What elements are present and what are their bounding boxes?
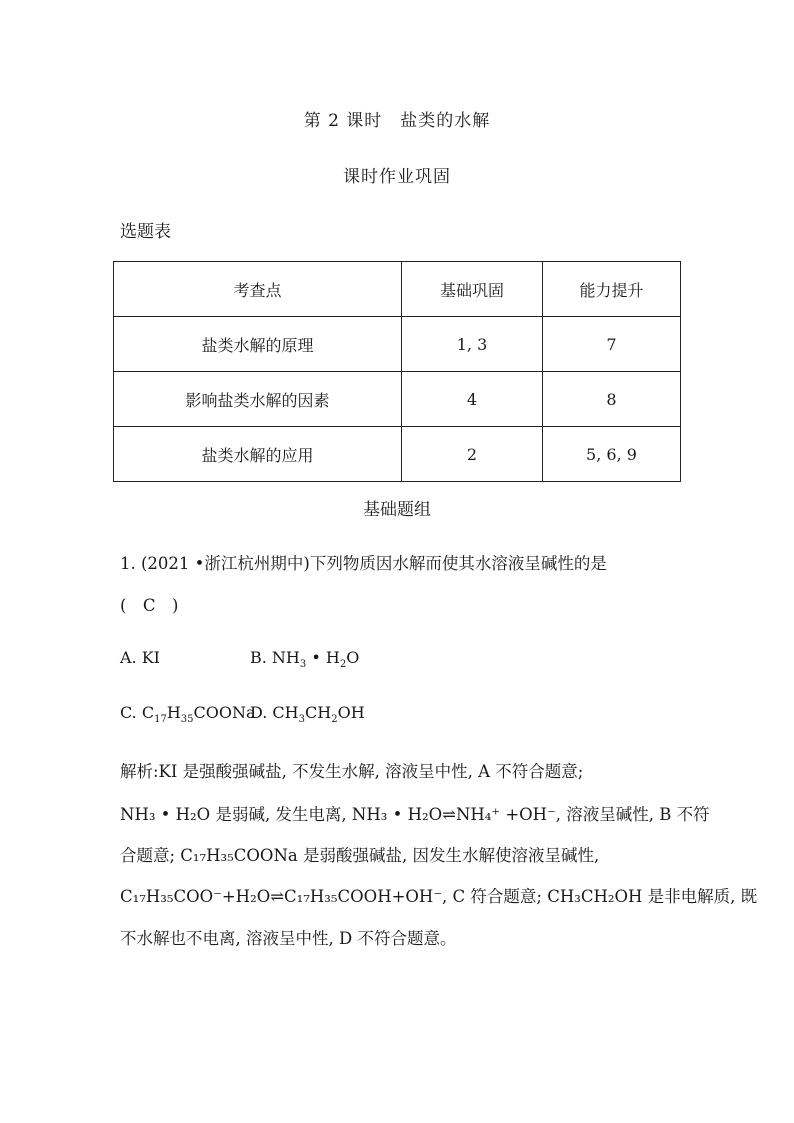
option-c-part: COONa xyxy=(193,703,256,722)
table-cell: 盐类水解的应用 xyxy=(114,427,402,482)
table-header-cell: 基础巩固 xyxy=(402,262,543,317)
analysis-line: 解析:KI 是强酸强碱盐, 不发生水解, 溶液呈中性, A 不符合题意; xyxy=(120,762,584,781)
option-c-sub: 17 xyxy=(154,714,167,726)
question-stem: 1. (2021 •浙江杭州期中)下列物质因水解而使其水溶液呈碱性的是 xyxy=(120,554,607,573)
option-b-part: B. NH xyxy=(250,648,300,667)
table-cell: 4 xyxy=(402,372,543,427)
answer-bracket: ( C ) xyxy=(120,596,179,615)
table-row xyxy=(114,317,681,372)
table-row xyxy=(114,427,681,482)
analysis-line: C₁₇H₃₅COO⁻+H₂O⇌C₁₇H₃₅COOH+OH⁻, C 符合题意; CH₃CH₂OH 是非电解质, 既 xyxy=(120,887,758,906)
table-header-row xyxy=(114,262,681,317)
option-c-sub: 35 xyxy=(180,714,194,726)
selection-table-label: 选题表 xyxy=(120,222,171,242)
option-d-part: CH xyxy=(305,703,332,722)
analysis-line: 不水解也不电离, 溶液呈中性, D 不符合题意。 xyxy=(120,929,457,948)
option-b xyxy=(250,648,359,670)
option-d-part: D. CH xyxy=(250,703,299,722)
option-b-part: O xyxy=(346,648,360,667)
section-title: 基础题组 xyxy=(363,500,431,520)
analysis-line: 合题意; C₁₇H₃₅COONa 是弱酸强碱盐, 因发生水解使溶液呈碱性, xyxy=(120,846,600,865)
option-b-sub: 2 xyxy=(339,659,347,671)
table-row xyxy=(114,372,681,427)
option-d xyxy=(250,703,365,725)
option-d-part: OH xyxy=(337,703,365,722)
table-cell: 8 xyxy=(543,372,681,427)
option-b-sub: 3 xyxy=(299,659,307,671)
selection-table xyxy=(113,261,681,482)
option-a: A. KI xyxy=(120,648,160,667)
table-cell: 影响盐类水解的因素 xyxy=(114,372,402,427)
table-header-cell: 能力提升 xyxy=(543,262,681,317)
option-d-sub: 2 xyxy=(331,714,338,726)
analysis-line: NH₃ • H₂O 是弱碱, 发生电离, NH₃ • H₂O⇌NH₄⁺ +OH⁻, 溶液呈碱性, B 不符 xyxy=(120,805,710,824)
option-c-part: H xyxy=(166,703,181,722)
table-cell: 1, 3 xyxy=(402,317,543,372)
option-d-sub: 3 xyxy=(298,714,305,726)
option-b-part: • H xyxy=(306,648,340,667)
table-cell: 2 xyxy=(402,427,543,482)
table-cell: 5, 6, 9 xyxy=(543,427,681,482)
lesson-title: 第 2 课时 盐类的水解 xyxy=(303,111,491,131)
table-cell: 盐类水解的原理 xyxy=(114,317,402,372)
option-c xyxy=(120,703,256,725)
table-header-cell: 考查点 xyxy=(114,262,402,317)
page-subtitle: 课时作业巩固 xyxy=(343,167,451,187)
table-cell: 7 xyxy=(543,317,681,372)
option-c-part: C. C xyxy=(120,703,155,722)
